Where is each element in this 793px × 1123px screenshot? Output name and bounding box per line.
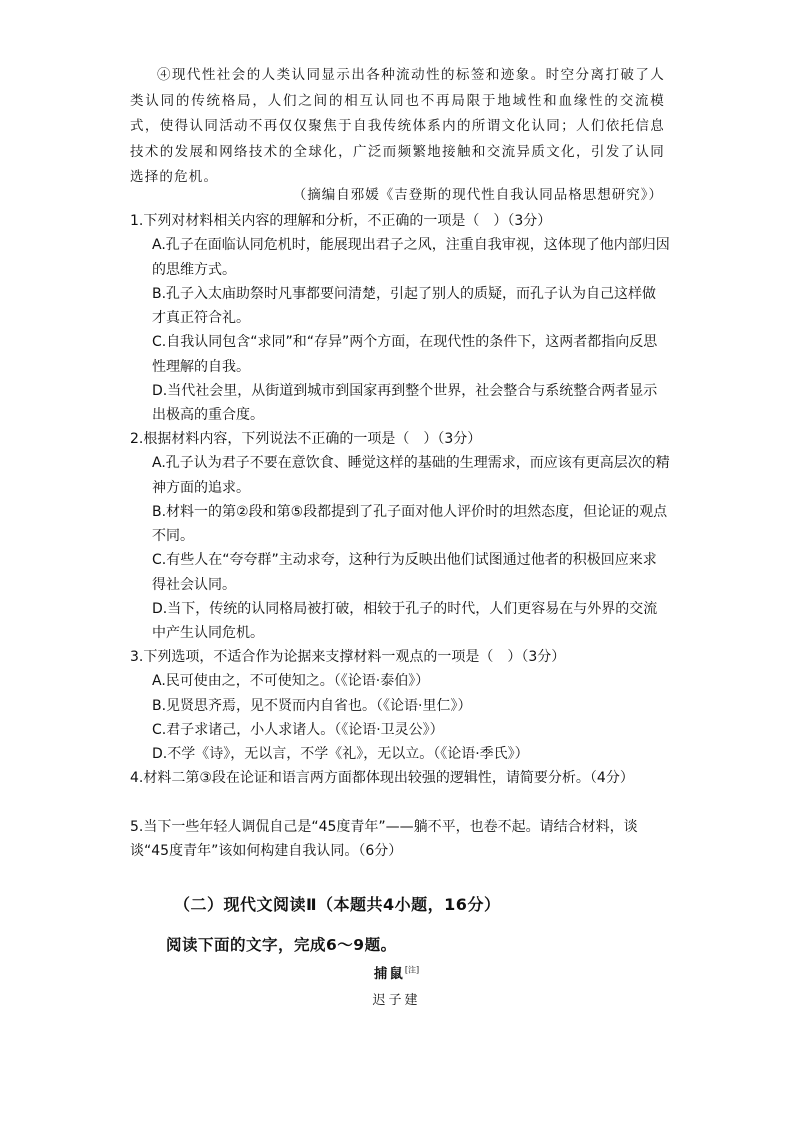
passage-source: （摘编自邪媛《吉登斯的现代性自我认同品格思想研究》） [292, 187, 663, 203]
option-a: A.孔子在面临认同危机时，能展现出君子之风，注重自我审视，这体现了他内部归因的思维方式。 [152, 237, 670, 278]
option-c: C.有些人在“夸夸群”主动求夸，这种行为反映出他们试图通过他者的积极回应来求得社会认同。 [152, 552, 657, 593]
option-d: D.不学《诗》，无以言，不学《礼》，无以立。（《论语·季氏》） [152, 746, 529, 763]
option-b: B.见贤思齐焉，见不贤而内自省也。（《论语·里仁》） [152, 697, 472, 714]
option-d: D.当代社会里，从街道到城市到国家再到整个世界，社会整合与系统整合两者显示出极高的重合度。 [152, 383, 658, 424]
question-stem: 4.材料二第③段在论证和语言两方面都体现出较强的逻辑性，请简要分析。（4分） [130, 770, 634, 786]
text-title [0, 962, 793, 982]
option-d: D.当下，传统的认同格局被打破，相较于孔子的时代，人们更容易在与外界的交流中产生认同危机。 [152, 601, 658, 642]
question-5 [130, 815, 670, 864]
question-stem: 1.下列对材料相关内容的理解和分析，不正确的一项是（ ）（3分） [130, 213, 552, 229]
note-marker: [注] [404, 965, 420, 975]
question-stem: 3.下列选项，不适合作为论据来支撑材料一观点的一项是（ ）（3分） [130, 649, 566, 665]
section-instruction: 阅读下面的文字，完成6～9题。 [166, 936, 397, 954]
option-a: A.民可使由之，不可使知之。（《论语·泰伯》） [152, 673, 430, 690]
passage-paragraph-4 [130, 63, 665, 191]
question-1 [130, 209, 670, 428]
text-author: 迟子建 [372, 993, 421, 1008]
paragraph-text: ④现代性社会的人类认同显示出各种流动性的标签和迹象。时空分离打破了人类认同的传统格局，人们之间的相互认同也不再局限于地域性和血缘性的交流模式，使得认同活动不再仅仅聚焦于自我传统体系内的所谓文化认同；人们依托信息技术的发展和网络技术的全球化，广泛而频繁地接触和交流异质文化，引发了认同选择的危机。 [130, 67, 665, 185]
question-3 [130, 645, 670, 766]
option-c: C.自我认同包含“求同”和“存异”两个方面，在现代性的条件下，这两者都指向反思性理解的自我。 [152, 334, 658, 375]
question-stem: 5.当下一些年轻人调侃自己是“45度青年”——躺不平，也卷不起。请结合材料，谈谈“45度青年”该如何构建自我认同。（6分） [130, 819, 638, 860]
question-4 [130, 766, 670, 790]
option-a: A.孔子认为君子不要在意饮食、睡觉这样的基础的生理需求，而应该有更高层次的精神方面的追求。 [152, 455, 670, 496]
question-2 [130, 427, 670, 646]
question-stem: 2.根据材料内容，下列说法不正确的一项是（ ）（3分） [130, 431, 482, 447]
option-b: B.孔子入太庙助祭时凡事都要问清楚，引起了别人的质疑，而孔子认为自己这样做才真正符合礼。 [152, 285, 657, 327]
section-title: （二）现代文阅读Ⅱ（本题共4小题，16分） [174, 895, 501, 914]
option-c: C.君子求诸己，小人求诸人。（《论语·卫灵公》） [152, 721, 444, 738]
text-title-label: 捕鼠 [373, 966, 405, 982]
option-b: B.材料一的第②段和第⑤段都提到了孔子面对他人评价时的坦然态度，但论证的观点不同。 [152, 503, 668, 545]
